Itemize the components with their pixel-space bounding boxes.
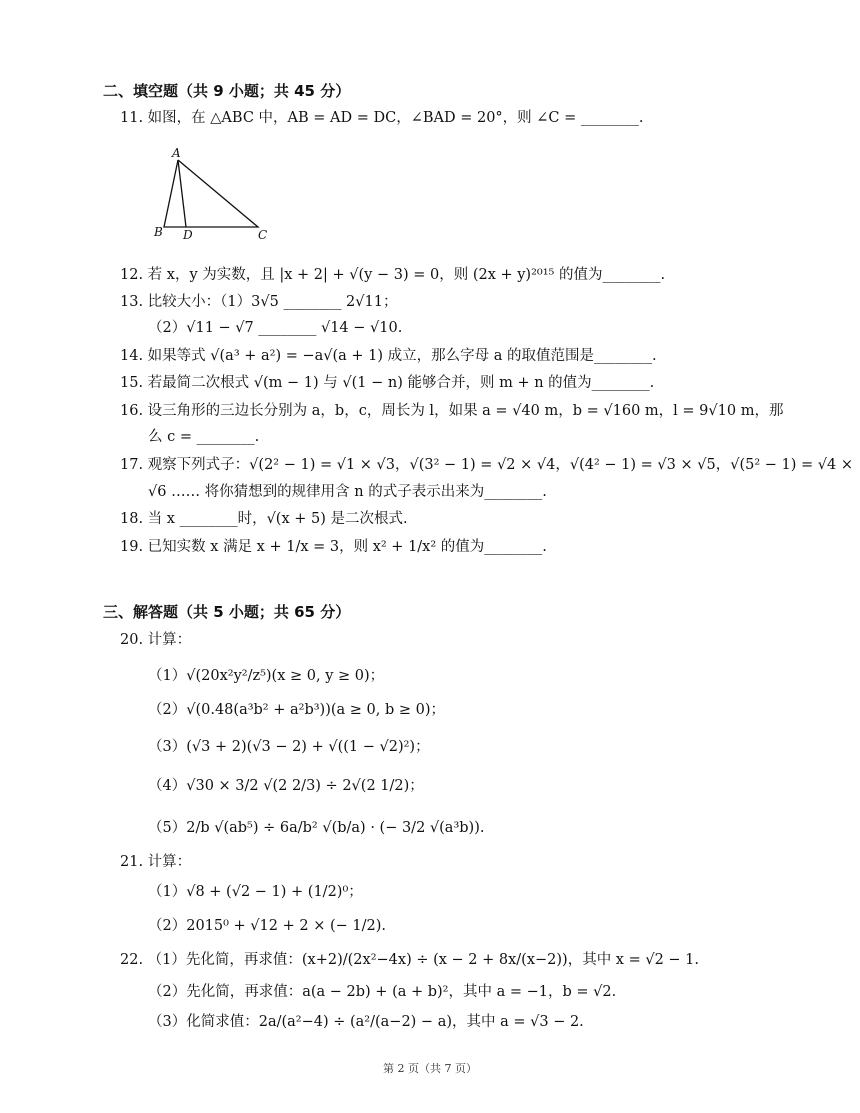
question-16-line2: 么 c = ________. xyxy=(148,429,260,445)
segment-ad xyxy=(178,160,186,227)
triangle-figure xyxy=(150,148,280,243)
question-18: 18. 当 x ________时，√(x + 5) 是二次根式. xyxy=(120,511,408,527)
question-20-part4: （4）√30 × 3/2 √(2 2/3) ÷ 2√(2 1/2)； xyxy=(148,778,424,794)
question-20-part5: （5）2/b √(ab⁵) ÷ 6a/b² √(b/a) · (− 3/2 √(a³b)). xyxy=(148,820,485,836)
section-title-fill-in: 二、填空题（共 9 小题；共 45 分） xyxy=(103,82,351,100)
question-21: 21. 计算： xyxy=(120,854,192,870)
question-17-line1: 17. 观察下列式子：√(2² − 1) = √1 × √3，√(3² − 1) = √2 × √4，√(4² − 1) = √3 × √5，√(5² − 1) = √4 × xyxy=(120,457,853,473)
question-22-part3: （3）化简求值：2a/(a²−4) ÷ (a²/(a−2) − a)，其中 a = √3 − 2. xyxy=(148,1014,584,1030)
question-16-line1: 16. 设三角形的三边长分别为 a，b，c，周长为 l，如果 a = √40 m，b = √160 m，l = 9√10 m，那 xyxy=(120,403,784,419)
label-d: D xyxy=(183,228,193,242)
label-b: B xyxy=(154,225,163,239)
question-22-part1: 22. （1）先化简，再求值：(x+2)/(2x²−4x) ÷ (x − 2 + 8x/(x−2))，其中 x = √2 − 1. xyxy=(120,952,700,968)
question-14: 14. 如果等式 √(a³ + a²) = −a√(a + 1) 成立，那么字母 a 的取值范围是________. xyxy=(120,348,657,364)
section-title-answer: 三、解答题（共 5 小题；共 65 分） xyxy=(103,603,351,621)
triangle-abc xyxy=(164,160,258,227)
question-19: 19. 已知实数 x 满足 x + 1/x = 3，则 x² + 1/x² 的值为________. xyxy=(120,539,547,555)
question-22-part2: （2）先化简，再求值：a(a − 2b) + (a + b)²，其中 a = −1，b = √2. xyxy=(148,984,617,1000)
question-17-line2: √6 …… 将你猜想到的规律用含 n 的式子表示出来为________. xyxy=(148,484,547,500)
question-20: 20. 计算： xyxy=(120,632,192,648)
question-21-part2: （2）2015⁰ + √12 + 2 × (− 1/2). xyxy=(148,918,386,934)
question-11: 11. 如图，在 △ABC 中，AB = AD = DC，∠BAD = 20°，则 ∠C = ________. xyxy=(120,110,644,126)
label-c: C xyxy=(258,228,268,242)
question-13-part1: 13. 比较大小：（1）3√5 ________ 2√11； xyxy=(120,294,398,310)
question-20-part3: （3）(√3 + 2)(√3 − 2) + √((1 − √2)²)； xyxy=(148,739,430,755)
label-a: A xyxy=(172,148,181,160)
page-footer: 第 2 页（共 7 页） xyxy=(383,1062,477,1075)
question-20-part2: （2）√(0.48(a³b² + a²b³))(a ≥ 0, b ≥ 0)； xyxy=(148,702,445,718)
question-21-part1: （1）√8 + (√2 − 1) + (1/2)⁰； xyxy=(148,884,363,900)
question-15: 15. 若最简二次根式 √(m − 1) 与 √(1 − n) 能够合并，则 m + n 的值为________. xyxy=(120,375,655,391)
question-12: 12. 若 x，y 为实数，且 |x + 2| + √(y − 3) = 0，则 (2x + y)²⁰¹⁵ 的值为________. xyxy=(120,267,666,283)
question-13-part2: （2）√11 − √7 ________ √14 − √10. xyxy=(148,320,403,336)
question-20-part1: （1）√(20x²y²/z⁵)(x ≥ 0, y ≥ 0)； xyxy=(148,668,385,684)
